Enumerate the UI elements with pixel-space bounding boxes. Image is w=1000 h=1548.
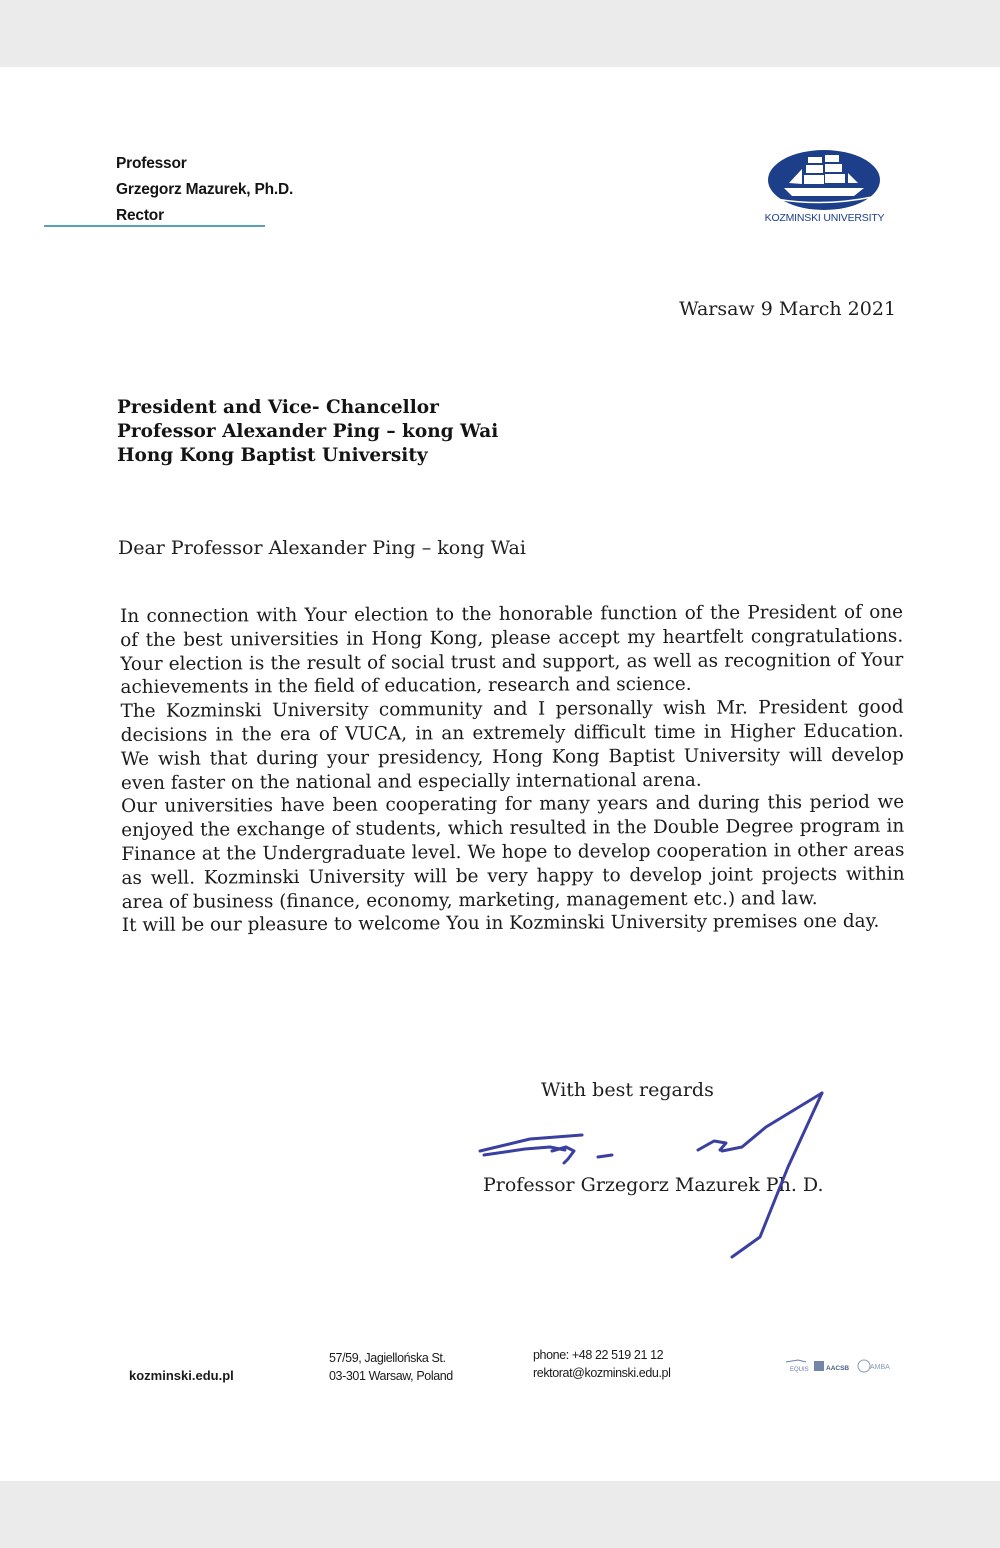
- aacsb-label: AACSB: [826, 1365, 850, 1372]
- amba-label: AMBA: [870, 1364, 890, 1371]
- sender-role: Rector: [116, 207, 164, 224]
- handwritten-signature: [470, 1087, 840, 1262]
- letter-body: [120, 601, 905, 939]
- sender-name: Grzegorz Mazurek, Ph.D.: [116, 181, 294, 198]
- footer-address-line: 57/59, Jagiellońska St.: [329, 1351, 446, 1365]
- body-paragraph: The Kozminski University community and I personally wish Mr. President good decisions in the era of VUCA, in an extremely difficult time in Higher Education. We wish that during your presidency, Hong Kong Baptist University will develop even faster on the national and especially international arena.: [120, 696, 904, 794]
- footer-address-line: 03-301 Warsaw, Poland: [329, 1369, 453, 1383]
- footer-email: rektorat@kozminski.edu.pl: [533, 1366, 671, 1380]
- accreditation-logos: [784, 1355, 904, 1377]
- sender-divider: [44, 225, 265, 227]
- body-paragraph: It will be our pleasure to welcome You in Kozminski University premises one day.: [121, 911, 880, 937]
- body-paragraph: In connection with Your election to the honorable function of the President of one of the best universities in Hong Kong, please accept my heartfelt congratulations. Your election is the result of social trust and support, as well as recognition of Your achievements in the field of education, research and science.: [120, 601, 904, 699]
- footer-website: kozminski.edu.pl: [129, 1368, 234, 1383]
- recipient-block: [117, 396, 498, 468]
- footer-address: [329, 1349, 453, 1385]
- letter-page: [0, 67, 1000, 1481]
- letter-date: Warsaw 9 March 2021: [679, 298, 896, 320]
- recipient-name: Professor Alexander Ping – kong Wai: [117, 421, 499, 442]
- closing-regards: With best regards: [541, 1079, 714, 1101]
- amba-logo: [858, 1360, 890, 1372]
- equis-label: EQUIS: [790, 1367, 809, 1373]
- sender-block: [116, 151, 293, 229]
- recipient-title: President and Vice- Chancellor: [117, 397, 439, 418]
- logo-caption: KOZMINSKI UNIVERSITY: [764, 212, 885, 224]
- footer-phone: phone: +48 22 519 21 12: [533, 1348, 664, 1362]
- aacsb-logo: [814, 1361, 849, 1372]
- body-paragraph: Our universities have been cooperating for many years and during this period we enjoyed the exchange of students, which resulted in the Double Degree program in Finance at the Undergraduate level. We hope to develop cooperation in other areas as well. Kozminski University will be very happy to develop joint projects within area of business (finance, economy, marketing, management etc.) and law.: [121, 791, 905, 913]
- equis-logo: [786, 1360, 809, 1373]
- signer-name: Professor Grzegorz Mazurek Ph. D.: [483, 1174, 824, 1196]
- recipient-institution: Hong Kong Baptist University: [117, 445, 428, 466]
- salutation: Dear Professor Alexander Ping – kong Wai: [118, 537, 526, 559]
- footer-contact: [533, 1346, 670, 1382]
- sender-title: Professor: [116, 155, 187, 172]
